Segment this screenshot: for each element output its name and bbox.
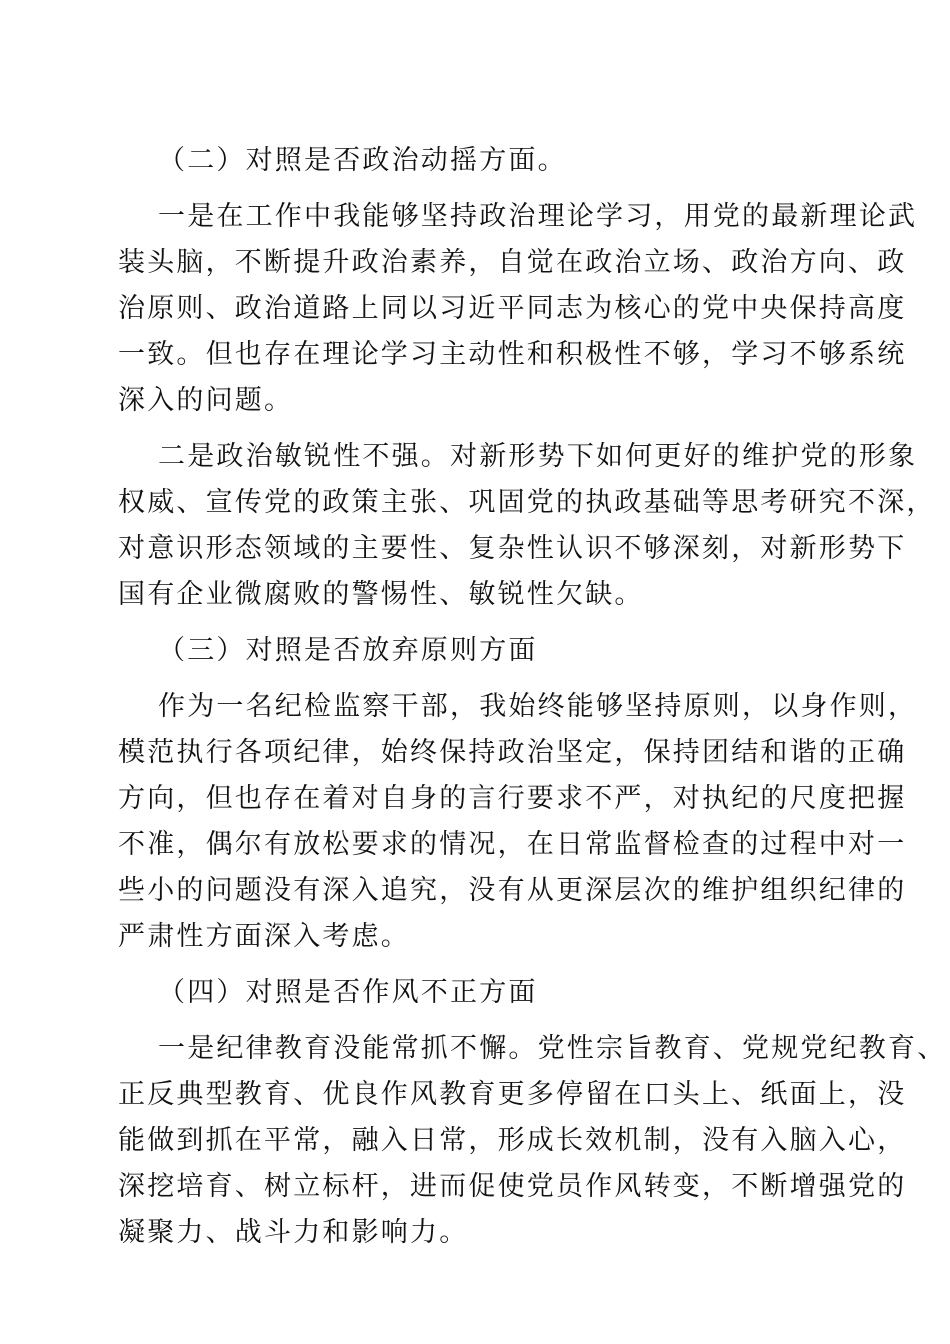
section-heading-4: （四）对照是否作风不正方面 (158, 977, 538, 1008)
paragraph-3-1 (118, 684, 918, 960)
section-heading-2: （二）对照是否政治动摇方面。 (158, 145, 567, 176)
paragraph-line: 方向，但也存在着对自身的言行要求不严，对执纪的尺度把握 (118, 783, 907, 814)
section-heading-3: （三）对照是否放弃原则方面 (158, 635, 538, 666)
paragraph-line: 些小的问题没有深入追究，没有从更深层次的维护组织纪律的 (118, 875, 907, 906)
paragraph-line: 严肃性方面深入考虑。 (118, 921, 410, 952)
paragraph-2-2 (118, 434, 936, 618)
paragraph-line: 一是在工作中我能够坚持政治理论学习，用党的最新理论武 (158, 201, 918, 232)
paragraph-line: 国有企业微腐败的警惕性、敏锐性欠缺。 (118, 579, 644, 610)
paragraph-line: 对意识形态领域的主要性、复杂性认识不够深刻，对新形势下 (118, 533, 907, 564)
paragraph-4-1 (118, 1026, 947, 1256)
paragraph-line: 权威、宣传党的政策主张、巩固党的执政基础等思考研究不深， (118, 487, 936, 518)
paragraph-line: 深入的问题。 (118, 385, 294, 416)
paragraph-line: 治原则、政治道路上同以习近平同志为核心的党中央保持高度 (118, 293, 907, 324)
paragraph-line: 能做到抓在平常，融入日常，形成长效机制，没有入脑入心， (118, 1125, 907, 1156)
paragraph-line: 装头脑，不断提升政治素养，自觉在政治立场、政治方向、政 (118, 247, 907, 278)
paragraph-line: 二是政治敏锐性不强。对新形势下如何更好的维护党的形象 (158, 441, 918, 472)
paragraph-line: 正反典型教育、优良作风教育更多停留在口头上、纸面上，没 (118, 1079, 907, 1110)
paragraph-line: 不准，偶尔有放松要求的情况，在日常监督检查的过程中对一 (118, 829, 907, 860)
paragraph-2-1 (118, 194, 918, 424)
document-body (118, 138, 947, 1256)
paragraph-line: 作为一名纪检监察干部，我始终能够坚持原则，以身作则， (158, 691, 918, 722)
paragraph-line: 模范执行各项纪律，始终保持政治坚定，保持团结和谐的正确 (118, 737, 907, 768)
paragraph-line: 深挖培育、树立标杆，进而促使党员作风转变，不断增强党的 (118, 1171, 907, 1202)
paragraph-line: 一是纪律教育没能常抓不懈。党性宗旨教育、党规党纪教育、 (158, 1033, 947, 1064)
paragraph-line: 凝聚力、战斗力和影响力。 (118, 1217, 469, 1248)
paragraph-line: 一致。但也存在理论学习主动性和积极性不够，学习不够系统 (118, 339, 907, 370)
